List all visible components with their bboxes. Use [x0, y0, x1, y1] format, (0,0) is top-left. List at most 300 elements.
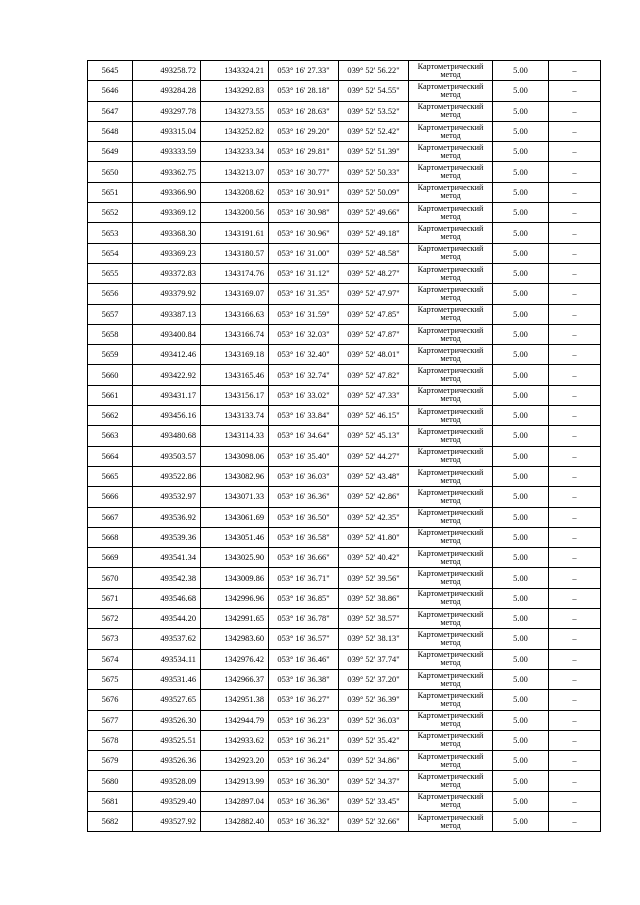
table-row — [88, 182, 601, 202]
point-number-cell: 5661 — [88, 385, 133, 405]
point-number-cell: 5665 — [88, 466, 133, 486]
point-number-cell: 5677 — [88, 710, 133, 730]
longitude-cell: 039° 52' 48.27" — [339, 263, 409, 283]
point-number-cell: 5669 — [88, 548, 133, 568]
latitude-cell: 053° 16' 36.36" — [269, 791, 339, 811]
x-coordinate-cell: 493529.40 — [133, 791, 201, 811]
y-coordinate-cell: 1342933.62 — [201, 730, 269, 750]
accuracy-cell: 5.00 — [493, 365, 549, 385]
point-number-cell: 5681 — [88, 791, 133, 811]
latitude-cell: 053° 16' 36.57" — [269, 629, 339, 649]
note-cell: – — [549, 324, 601, 344]
method-cell: Картометрический метод — [409, 101, 493, 121]
latitude-cell: 053° 16' 36.27" — [269, 690, 339, 710]
x-coordinate-cell: 493379.92 — [133, 284, 201, 304]
x-coordinate-cell: 493534.11 — [133, 649, 201, 669]
table-row — [88, 507, 601, 527]
note-cell: – — [549, 385, 601, 405]
method-cell: Картометрический метод — [409, 588, 493, 608]
table-row — [88, 487, 601, 507]
table-row — [88, 345, 601, 365]
note-cell: – — [549, 771, 601, 791]
latitude-cell: 053° 16' 36.38" — [269, 669, 339, 689]
table-row — [88, 243, 601, 263]
note-cell: – — [549, 568, 601, 588]
latitude-cell: 053° 16' 29.20" — [269, 121, 339, 141]
y-coordinate-cell: 1343166.63 — [201, 304, 269, 324]
method-cell: Картометрический метод — [409, 527, 493, 547]
longitude-cell: 039° 52' 34.86" — [339, 751, 409, 771]
method-cell: Картометрический метод — [409, 710, 493, 730]
accuracy-cell: 5.00 — [493, 406, 549, 426]
y-coordinate-cell: 1343082.96 — [201, 466, 269, 486]
note-cell: – — [549, 710, 601, 730]
table-row — [88, 690, 601, 710]
note-cell: – — [549, 609, 601, 629]
accuracy-cell: 5.00 — [493, 385, 549, 405]
method-cell: Картометрический метод — [409, 203, 493, 223]
accuracy-cell: 5.00 — [493, 771, 549, 791]
accuracy-cell: 5.00 — [493, 466, 549, 486]
point-number-cell: 5655 — [88, 263, 133, 283]
note-cell: – — [549, 791, 601, 811]
point-number-cell: 5680 — [88, 771, 133, 791]
note-cell: – — [549, 690, 601, 710]
accuracy-cell: 5.00 — [493, 101, 549, 121]
note-cell: – — [549, 142, 601, 162]
point-number-cell: 5646 — [88, 81, 133, 101]
y-coordinate-cell: 1342966.37 — [201, 669, 269, 689]
longitude-cell: 039° 52' 42.86" — [339, 487, 409, 507]
x-coordinate-cell: 493527.92 — [133, 811, 201, 831]
longitude-cell: 039° 52' 37.74" — [339, 649, 409, 669]
x-coordinate-cell: 493532.97 — [133, 487, 201, 507]
point-number-cell: 5676 — [88, 690, 133, 710]
accuracy-cell: 5.00 — [493, 223, 549, 243]
point-number-cell: 5658 — [88, 324, 133, 344]
table-row — [88, 649, 601, 669]
longitude-cell: 039° 52' 36.39" — [339, 690, 409, 710]
point-number-cell: 5679 — [88, 751, 133, 771]
longitude-cell: 039° 52' 54.55" — [339, 81, 409, 101]
x-coordinate-cell: 493372.83 — [133, 263, 201, 283]
accuracy-cell: 5.00 — [493, 61, 549, 81]
y-coordinate-cell: 1343025.90 — [201, 548, 269, 568]
table-row — [88, 771, 601, 791]
y-coordinate-cell: 1343169.07 — [201, 284, 269, 304]
x-coordinate-cell: 493537.62 — [133, 629, 201, 649]
latitude-cell: 053° 16' 32.74" — [269, 365, 339, 385]
method-cell: Картометрический метод — [409, 629, 493, 649]
point-number-cell: 5675 — [88, 669, 133, 689]
accuracy-cell: 5.00 — [493, 324, 549, 344]
method-cell: Картометрический метод — [409, 182, 493, 202]
table-row — [88, 162, 601, 182]
latitude-cell: 053° 16' 30.91" — [269, 182, 339, 202]
note-cell: – — [549, 101, 601, 121]
longitude-cell: 039° 52' 49.66" — [339, 203, 409, 223]
accuracy-cell: 5.00 — [493, 568, 549, 588]
point-number-cell: 5657 — [88, 304, 133, 324]
y-coordinate-cell: 1343180.57 — [201, 243, 269, 263]
note-cell: – — [549, 345, 601, 365]
latitude-cell: 053° 16' 36.30" — [269, 771, 339, 791]
latitude-cell: 053° 16' 27.33" — [269, 61, 339, 81]
point-number-cell: 5651 — [88, 182, 133, 202]
method-cell: Картометрический метод — [409, 61, 493, 81]
table-row — [88, 101, 601, 121]
accuracy-cell: 5.00 — [493, 162, 549, 182]
x-coordinate-cell: 493366.90 — [133, 182, 201, 202]
point-number-cell: 5682 — [88, 811, 133, 831]
accuracy-cell: 5.00 — [493, 304, 549, 324]
table-row — [88, 446, 601, 466]
point-number-cell: 5664 — [88, 446, 133, 466]
y-coordinate-cell: 1343061.69 — [201, 507, 269, 527]
latitude-cell: 053° 16' 36.50" — [269, 507, 339, 527]
y-coordinate-cell: 1342913.99 — [201, 771, 269, 791]
table-row — [88, 304, 601, 324]
longitude-cell: 039° 52' 34.37" — [339, 771, 409, 791]
table-row — [88, 751, 601, 771]
longitude-cell: 039° 52' 47.97" — [339, 284, 409, 304]
latitude-cell: 053° 16' 36.78" — [269, 609, 339, 629]
table-row — [88, 730, 601, 750]
point-number-cell: 5673 — [88, 629, 133, 649]
x-coordinate-cell: 493541.34 — [133, 548, 201, 568]
longitude-cell: 039° 52' 48.01" — [339, 345, 409, 365]
x-coordinate-cell: 493544.20 — [133, 609, 201, 629]
latitude-cell: 053° 16' 33.84" — [269, 406, 339, 426]
method-cell: Картометрический метод — [409, 771, 493, 791]
table-row — [88, 284, 601, 304]
point-number-cell: 5672 — [88, 609, 133, 629]
point-number-cell: 5674 — [88, 649, 133, 669]
method-cell: Картометрический метод — [409, 568, 493, 588]
method-cell: Картометрический метод — [409, 791, 493, 811]
y-coordinate-cell: 1343098.06 — [201, 446, 269, 466]
method-cell: Картометрический метод — [409, 548, 493, 568]
y-coordinate-cell: 1343009.86 — [201, 568, 269, 588]
table-row — [88, 466, 601, 486]
note-cell: – — [549, 162, 601, 182]
latitude-cell: 053° 16' 36.23" — [269, 710, 339, 730]
y-coordinate-cell: 1343051.46 — [201, 527, 269, 547]
method-cell: Картометрический метод — [409, 365, 493, 385]
x-coordinate-cell: 493480.68 — [133, 426, 201, 446]
note-cell: – — [549, 527, 601, 547]
longitude-cell: 039° 52' 40.42" — [339, 548, 409, 568]
y-coordinate-cell: 1343324.21 — [201, 61, 269, 81]
longitude-cell: 039° 52' 52.42" — [339, 121, 409, 141]
latitude-cell: 053° 16' 30.77" — [269, 162, 339, 182]
y-coordinate-cell: 1343166.74 — [201, 324, 269, 344]
longitude-cell: 039° 52' 45.13" — [339, 426, 409, 446]
method-cell: Картометрический метод — [409, 811, 493, 831]
table-row — [88, 629, 601, 649]
table-row — [88, 609, 601, 629]
point-number-cell: 5649 — [88, 142, 133, 162]
longitude-cell: 039° 52' 46.15" — [339, 406, 409, 426]
table-row — [88, 669, 601, 689]
y-coordinate-cell: 1342923.20 — [201, 751, 269, 771]
accuracy-cell: 5.00 — [493, 345, 549, 365]
latitude-cell: 053° 16' 36.03" — [269, 466, 339, 486]
x-coordinate-cell: 493528.09 — [133, 771, 201, 791]
longitude-cell: 039° 52' 47.82" — [339, 365, 409, 385]
accuracy-cell: 5.00 — [493, 263, 549, 283]
table-row — [88, 142, 601, 162]
method-cell: Картометрический метод — [409, 385, 493, 405]
latitude-cell: 053° 16' 36.46" — [269, 649, 339, 669]
accuracy-cell: 5.00 — [493, 142, 549, 162]
point-number-cell: 5666 — [88, 487, 133, 507]
longitude-cell: 039° 52' 43.48" — [339, 466, 409, 486]
longitude-cell: 039° 52' 48.58" — [339, 243, 409, 263]
point-number-cell: 5671 — [88, 588, 133, 608]
method-cell: Картометрический метод — [409, 507, 493, 527]
longitude-cell: 039° 52' 33.45" — [339, 791, 409, 811]
accuracy-cell: 5.00 — [493, 426, 549, 446]
accuracy-cell: 5.00 — [493, 629, 549, 649]
point-number-cell: 5650 — [88, 162, 133, 182]
note-cell: – — [549, 182, 601, 202]
accuracy-cell: 5.00 — [493, 182, 549, 202]
y-coordinate-cell: 1343165.46 — [201, 365, 269, 385]
longitude-cell: 039° 52' 36.03" — [339, 710, 409, 730]
note-cell: – — [549, 751, 601, 771]
accuracy-cell: 5.00 — [493, 609, 549, 629]
note-cell: – — [549, 121, 601, 141]
method-cell: Картометрический метод — [409, 121, 493, 141]
latitude-cell: 053° 16' 36.66" — [269, 548, 339, 568]
latitude-cell: 053° 16' 31.00" — [269, 243, 339, 263]
x-coordinate-cell: 493369.12 — [133, 203, 201, 223]
method-cell: Картометрический метод — [409, 751, 493, 771]
note-cell: – — [549, 304, 601, 324]
longitude-cell: 039° 52' 47.33" — [339, 385, 409, 405]
x-coordinate-cell: 493539.36 — [133, 527, 201, 547]
table-row — [88, 263, 601, 283]
accuracy-cell: 5.00 — [493, 487, 549, 507]
accuracy-cell: 5.00 — [493, 548, 549, 568]
latitude-cell: 053° 16' 36.58" — [269, 527, 339, 547]
accuracy-cell: 5.00 — [493, 527, 549, 547]
latitude-cell: 053° 16' 36.36" — [269, 487, 339, 507]
longitude-cell: 039° 52' 41.80" — [339, 527, 409, 547]
method-cell: Картометрический метод — [409, 649, 493, 669]
longitude-cell: 039° 52' 37.20" — [339, 669, 409, 689]
latitude-cell: 053° 16' 36.24" — [269, 751, 339, 771]
note-cell: – — [549, 466, 601, 486]
point-number-cell: 5654 — [88, 243, 133, 263]
x-coordinate-cell: 493333.59 — [133, 142, 201, 162]
method-cell: Картометрический метод — [409, 487, 493, 507]
longitude-cell: 039° 52' 50.33" — [339, 162, 409, 182]
x-coordinate-cell: 493527.65 — [133, 690, 201, 710]
x-coordinate-cell: 493536.92 — [133, 507, 201, 527]
accuracy-cell: 5.00 — [493, 81, 549, 101]
note-cell: – — [549, 548, 601, 568]
longitude-cell: 039° 52' 56.22" — [339, 61, 409, 81]
y-coordinate-cell: 1342996.96 — [201, 588, 269, 608]
note-cell: – — [549, 223, 601, 243]
x-coordinate-cell: 493258.72 — [133, 61, 201, 81]
accuracy-cell: 5.00 — [493, 751, 549, 771]
latitude-cell: 053° 16' 36.21" — [269, 730, 339, 750]
point-number-cell: 5647 — [88, 101, 133, 121]
note-cell: – — [549, 811, 601, 831]
table-row — [88, 548, 601, 568]
point-number-cell: 5667 — [88, 507, 133, 527]
note-cell: – — [549, 629, 601, 649]
point-number-cell: 5670 — [88, 568, 133, 588]
longitude-cell: 039° 52' 39.56" — [339, 568, 409, 588]
point-number-cell: 5663 — [88, 426, 133, 446]
x-coordinate-cell: 493456.16 — [133, 406, 201, 426]
latitude-cell: 053° 16' 28.63" — [269, 101, 339, 121]
table-row — [88, 406, 601, 426]
table-row — [88, 568, 601, 588]
table-row — [88, 385, 601, 405]
note-cell: – — [549, 446, 601, 466]
accuracy-cell: 5.00 — [493, 446, 549, 466]
y-coordinate-cell: 1343273.55 — [201, 101, 269, 121]
x-coordinate-cell: 493387.13 — [133, 304, 201, 324]
method-cell: Картометрический метод — [409, 730, 493, 750]
accuracy-cell: 5.00 — [493, 284, 549, 304]
longitude-cell: 039° 52' 47.87" — [339, 324, 409, 344]
y-coordinate-cell: 1342976.42 — [201, 649, 269, 669]
longitude-cell: 039° 52' 35.42" — [339, 730, 409, 750]
accuracy-cell: 5.00 — [493, 669, 549, 689]
table-row — [88, 811, 601, 831]
x-coordinate-cell: 493526.36 — [133, 751, 201, 771]
y-coordinate-cell: 1342944.79 — [201, 710, 269, 730]
latitude-cell: 053° 16' 33.02" — [269, 385, 339, 405]
y-coordinate-cell: 1343208.62 — [201, 182, 269, 202]
latitude-cell: 053° 16' 28.18" — [269, 81, 339, 101]
y-coordinate-cell: 1343233.34 — [201, 142, 269, 162]
x-coordinate-cell: 493315.04 — [133, 121, 201, 141]
accuracy-cell: 5.00 — [493, 588, 549, 608]
note-cell: – — [549, 507, 601, 527]
method-cell: Картометрический метод — [409, 669, 493, 689]
longitude-cell: 039° 52' 51.39" — [339, 142, 409, 162]
method-cell: Картометрический метод — [409, 345, 493, 365]
table-row — [88, 81, 601, 101]
latitude-cell: 053° 16' 34.64" — [269, 426, 339, 446]
longitude-cell: 039° 52' 38.86" — [339, 588, 409, 608]
y-coordinate-cell: 1342882.40 — [201, 811, 269, 831]
y-coordinate-cell: 1343071.33 — [201, 487, 269, 507]
note-cell: – — [549, 669, 601, 689]
method-cell: Картометрический метод — [409, 304, 493, 324]
x-coordinate-cell: 493422.92 — [133, 365, 201, 385]
point-number-cell: 5659 — [88, 345, 133, 365]
method-cell: Картометрический метод — [409, 446, 493, 466]
latitude-cell: 053° 16' 29.81" — [269, 142, 339, 162]
accuracy-cell: 5.00 — [493, 730, 549, 750]
x-coordinate-cell: 493503.57 — [133, 446, 201, 466]
accuracy-cell: 5.00 — [493, 690, 549, 710]
x-coordinate-cell: 493525.51 — [133, 730, 201, 750]
longitude-cell: 039° 52' 49.18" — [339, 223, 409, 243]
x-coordinate-cell: 493284.28 — [133, 81, 201, 101]
method-cell: Картометрический метод — [409, 426, 493, 446]
latitude-cell: 053° 16' 30.98" — [269, 203, 339, 223]
x-coordinate-cell: 493362.75 — [133, 162, 201, 182]
method-cell: Картометрический метод — [409, 142, 493, 162]
x-coordinate-cell: 493400.84 — [133, 324, 201, 344]
longitude-cell: 039° 52' 47.85" — [339, 304, 409, 324]
note-cell: – — [549, 81, 601, 101]
y-coordinate-cell: 1343114.33 — [201, 426, 269, 446]
note-cell: – — [549, 406, 601, 426]
point-number-cell: 5656 — [88, 284, 133, 304]
note-cell: – — [549, 730, 601, 750]
method-cell: Картометрический метод — [409, 466, 493, 486]
latitude-cell: 053° 16' 35.40" — [269, 446, 339, 466]
table-row — [88, 121, 601, 141]
point-number-cell: 5668 — [88, 527, 133, 547]
accuracy-cell: 5.00 — [493, 243, 549, 263]
method-cell: Картометрический метод — [409, 324, 493, 344]
x-coordinate-cell: 493412.46 — [133, 345, 201, 365]
y-coordinate-cell: 1343191.61 — [201, 223, 269, 243]
longitude-cell: 039° 52' 42.35" — [339, 507, 409, 527]
y-coordinate-cell: 1342983.60 — [201, 629, 269, 649]
method-cell: Картометрический метод — [409, 162, 493, 182]
latitude-cell: 053° 16' 31.59" — [269, 304, 339, 324]
note-cell: – — [549, 61, 601, 81]
y-coordinate-cell: 1342951.38 — [201, 690, 269, 710]
latitude-cell: 053° 16' 31.12" — [269, 263, 339, 283]
point-number-cell: 5662 — [88, 406, 133, 426]
note-cell: – — [549, 588, 601, 608]
x-coordinate-cell: 493369.23 — [133, 243, 201, 263]
latitude-cell: 053° 16' 31.35" — [269, 284, 339, 304]
method-cell: Картометрический метод — [409, 284, 493, 304]
y-coordinate-cell: 1343200.56 — [201, 203, 269, 223]
method-cell: Картометрический метод — [409, 243, 493, 263]
accuracy-cell: 5.00 — [493, 649, 549, 669]
x-coordinate-cell: 493531.46 — [133, 669, 201, 689]
method-cell: Картометрический метод — [409, 609, 493, 629]
y-coordinate-cell: 1343156.17 — [201, 385, 269, 405]
note-cell: – — [549, 203, 601, 223]
y-coordinate-cell: 1343213.07 — [201, 162, 269, 182]
method-cell: Картометрический метод — [409, 263, 493, 283]
table-row — [88, 365, 601, 385]
y-coordinate-cell: 1343252.82 — [201, 121, 269, 141]
x-coordinate-cell: 493526.30 — [133, 710, 201, 730]
longitude-cell: 039° 52' 50.09" — [339, 182, 409, 202]
note-cell: – — [549, 487, 601, 507]
table-row — [88, 426, 601, 446]
note-cell: – — [549, 263, 601, 283]
y-coordinate-cell: 1343133.74 — [201, 406, 269, 426]
accuracy-cell: 5.00 — [493, 121, 549, 141]
note-cell: – — [549, 649, 601, 669]
point-number-cell: 5645 — [88, 61, 133, 81]
latitude-cell: 053° 16' 32.40" — [269, 345, 339, 365]
point-number-cell: 5653 — [88, 223, 133, 243]
note-cell: – — [549, 365, 601, 385]
note-cell: – — [549, 426, 601, 446]
latitude-cell: 053° 16' 36.71" — [269, 568, 339, 588]
latitude-cell: 053° 16' 30.96" — [269, 223, 339, 243]
